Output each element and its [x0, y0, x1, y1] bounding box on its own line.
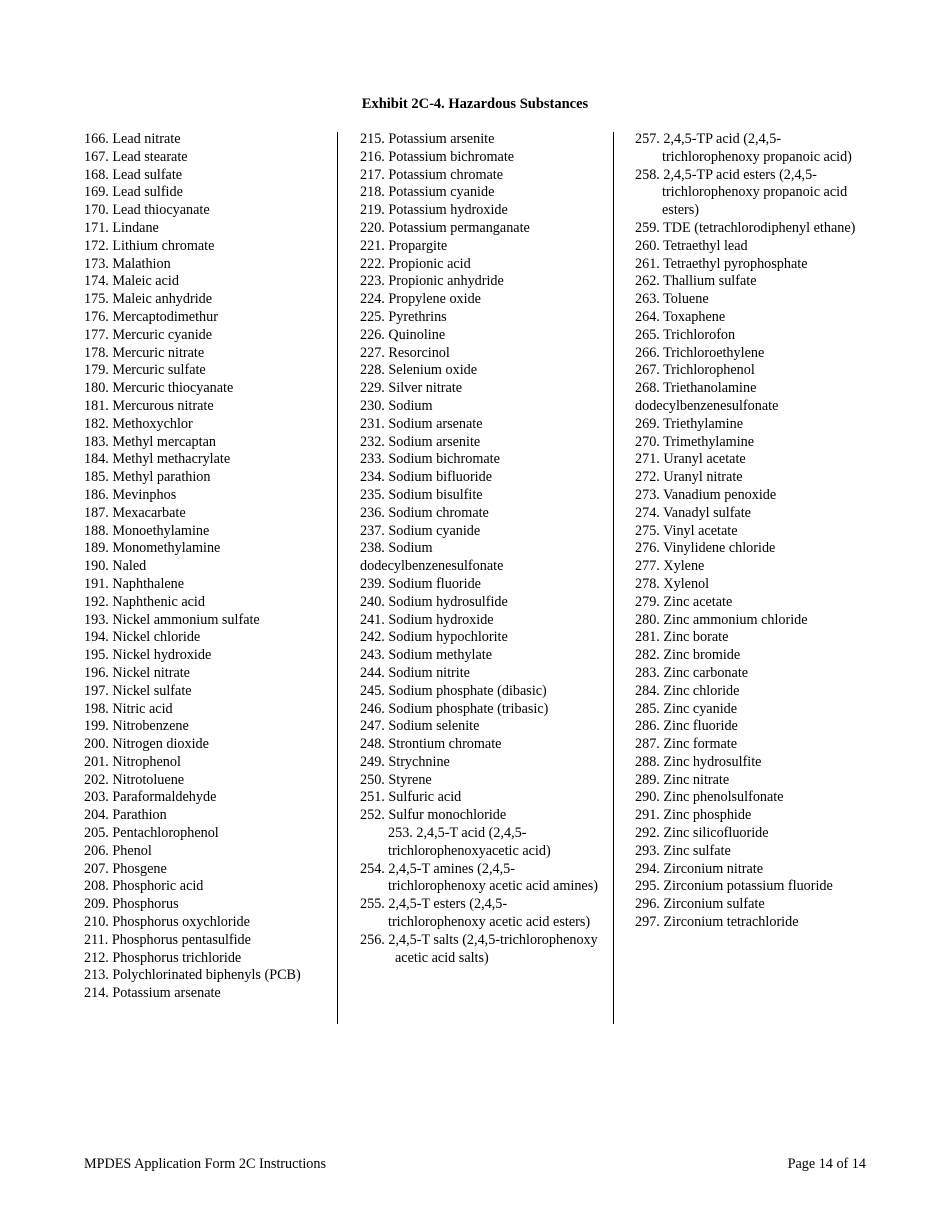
list-item: 296. Zirconium sulfate: [635, 896, 765, 913]
list-item: 270. Trimethylamine: [635, 433, 755, 450]
list-item: 182. Methoxychlor: [84, 415, 193, 432]
list-item: 203. Paraformaldehyde: [84, 789, 217, 806]
list-item: 204. Parathion: [84, 807, 167, 824]
list-item: 192. Naphthenic acid: [84, 593, 205, 610]
list-item: 241. Sodium hydroxide: [360, 611, 494, 628]
list-item: 213. Polychlorinated biphenyls (PCB): [84, 967, 301, 984]
list-item: 294. Zirconium nitrate: [635, 860, 764, 877]
list-item: 242. Sodium hypochlorite: [360, 629, 508, 646]
list-item: 277. Xylene: [635, 558, 705, 575]
list-item: 195. Nickel hydroxide: [84, 647, 212, 664]
list-item: dodecylbenzenesulfonate: [360, 558, 504, 575]
list-item: 265. Trichlorofon: [635, 326, 736, 343]
list-item: 237. Sodium cyanide: [360, 522, 481, 539]
list-item: 170. Lead thiocyanate: [84, 202, 210, 219]
list-item: 281. Zinc borate: [635, 629, 729, 646]
list-item: 171. Lindane: [84, 219, 159, 236]
list-item: 223. Propionic anhydride: [360, 273, 504, 290]
list-item: 269. Triethylamine: [635, 415, 743, 432]
substance-column-1: [84, 131, 346, 1003]
list-item: 263. Toluene: [635, 291, 709, 308]
list-item: 176. Mercaptodimethur: [84, 308, 218, 325]
footer-document-title: MPDES Application Form 2C Instructions: [84, 1156, 326, 1172]
list-item: 259. TDE (tetrachlorodiphenyl ethane): [635, 219, 856, 236]
list-item: 186. Mevinphos: [84, 486, 177, 503]
list-item: 200. Nitrogen dioxide: [84, 736, 209, 753]
list-item: 197. Nickel sulfate: [84, 682, 192, 699]
list-item: 201. Nitrophenol: [84, 753, 181, 770]
list-item: 209. Phosphorus: [84, 896, 179, 913]
list-item: 224. Propylene oxide: [360, 291, 481, 308]
list-item: 185. Methyl parathion: [84, 469, 211, 486]
list-item: 276. Vinylidene chloride: [635, 540, 776, 557]
list-item: 246. Sodium phosphate (tribasic): [360, 700, 549, 717]
list-item: 218. Potassium cyanide: [360, 184, 495, 201]
list-item: 181. Mercurous nitrate: [84, 397, 214, 414]
list-item: 240. Sodium hydrosulfide: [360, 593, 508, 610]
list-item: 191. Naphthalene: [84, 575, 185, 592]
list-item: 222. Propionic acid: [360, 255, 471, 272]
list-item: 220. Potassium permanganate: [360, 219, 530, 236]
list-item: 297. Zirconium tetrachloride: [635, 914, 799, 931]
substance-column-3: [635, 131, 897, 932]
list-item: 217. Potassium chromate: [360, 166, 504, 183]
list-item: 194. Nickel chloride: [84, 629, 201, 646]
list-item: 183. Methyl mercaptan: [84, 433, 216, 450]
list-item: 207. Phosgene: [84, 860, 167, 877]
list-item: 190. Naled: [84, 558, 147, 575]
list-item: 211. Phosphorus pentasulfide: [84, 931, 251, 948]
list-item: 226. Quinoline: [360, 326, 446, 343]
list-item: 208. Phosphoric acid: [84, 878, 204, 895]
list-item: 229. Silver nitrate: [360, 380, 463, 397]
list-item: 274. Vanadyl sulfate: [635, 504, 751, 521]
list-item: 245. Sodium phosphate (dibasic): [360, 682, 547, 699]
list-item: 282. Zinc bromide: [635, 647, 741, 664]
list-item: 266. Trichloroethylene: [635, 344, 765, 361]
list-item: 239. Sodium fluoride: [360, 575, 481, 592]
list-item: 174. Maleic acid: [84, 273, 179, 290]
list-item: 271. Uranyl acetate: [635, 451, 746, 468]
list-item: 250. Styrene: [360, 771, 432, 788]
list-item: 236. Sodium chromate: [360, 504, 489, 521]
list-item: 295. Zirconium potassium fluoride: [635, 878, 833, 895]
list-item: 293. Zinc sulfate: [635, 842, 731, 859]
list-item: 288. Zinc hydrosulfite: [635, 753, 762, 770]
list-item: 255. 2,4,5-T esters (2,4,5-trichlorophenoxy acetic acid esters): [360, 896, 591, 931]
list-item: 198. Nitric acid: [84, 700, 173, 717]
list-item: 166. Lead nitrate: [84, 131, 181, 147]
list-item: 184. Methyl methacrylate: [84, 451, 231, 468]
list-item: 219. Potassium hydroxide: [360, 202, 508, 219]
list-item: 292. Zinc silicofluoride: [635, 825, 769, 842]
list-item: 168. Lead sulfate: [84, 166, 183, 183]
list-item: 210. Phosphorus oxychloride: [84, 914, 250, 931]
exhibit-title: Exhibit 2C-4. Hazardous Substances: [361, 96, 589, 112]
list-item: 180. Mercuric thiocyanate: [84, 380, 234, 397]
list-item: 234. Sodium bifluoride: [360, 469, 493, 486]
list-item: 225. Pyrethrins: [360, 308, 447, 325]
list-item: 193. Nickel ammonium sulfate: [84, 611, 260, 628]
list-item: 221. Propargite: [360, 237, 448, 254]
list-item: 272. Uranyl nitrate: [635, 469, 743, 486]
list-item: 202. Nitrotoluene: [84, 771, 185, 788]
list-item: 230. Sodium: [360, 397, 433, 414]
list-item: 251. Sulfuric acid: [360, 789, 462, 806]
list-item: 279. Zinc acetate: [635, 593, 733, 610]
list-item: 179. Mercuric sulfate: [84, 362, 206, 379]
list-item: 243. Sodium methylate: [360, 647, 493, 664]
list-item: 196. Nickel nitrate: [84, 664, 190, 681]
list-item: 291. Zinc phosphide: [635, 807, 752, 824]
column-divider: [613, 132, 614, 1024]
list-item: 260. Tetraethyl lead: [635, 237, 748, 254]
list-item: 215. Potassium arsenite: [360, 131, 495, 147]
list-item: 262. Thallium sulfate: [635, 273, 757, 290]
list-item: 231. Sodium arsenate: [360, 415, 483, 432]
list-item: 256. 2,4,5-T salts (2,4,5-trichlorophenoxy acetic acid salts): [360, 931, 598, 966]
list-item: 235. Sodium bisulfite: [360, 486, 483, 503]
list-item: 244. Sodium nitrite: [360, 664, 470, 681]
list-item: dodecylbenzenesulfonate: [635, 397, 779, 414]
list-item: 287. Zinc formate: [635, 736, 738, 753]
list-item: 252. Sulfur monochloride: [360, 807, 507, 824]
list-item: 232. Sodium arsenite: [360, 433, 481, 450]
list-item: 177. Mercuric cyanide: [84, 326, 213, 343]
list-item: 167. Lead stearate: [84, 148, 188, 165]
list-item: 264. Toxaphene: [635, 308, 726, 325]
list-item: 178. Mercuric nitrate: [84, 344, 205, 361]
list-item: 258. 2,4,5-TP acid esters (2,4,5-trichlorophenoxy propanoic acid esters): [635, 166, 848, 219]
list-item: 173. Malathion: [84, 255, 171, 272]
list-item: 284. Zinc chloride: [635, 682, 740, 699]
list-item: 253. 2,4,5-T acid (2,4,5-trichlorophenoxyacetic acid): [388, 825, 551, 859]
list-item: 280. Zinc ammonium chloride: [635, 611, 808, 628]
list-item: 285. Zinc cyanide: [635, 700, 738, 717]
list-item: 238. Sodium: [360, 540, 433, 557]
footer-page-number: Page 14 of 14: [787, 1156, 866, 1172]
list-item: 268. Triethanolamine: [635, 380, 757, 397]
list-item: 216. Potassium bichromate: [360, 148, 515, 165]
list-item: 289. Zinc nitrate: [635, 771, 730, 788]
list-item: 205. Pentachlorophenol: [84, 825, 219, 842]
list-item: 187. Mexacarbate: [84, 504, 186, 521]
list-item: 261. Tetraethyl pyrophosphate: [635, 255, 808, 272]
list-item: 199. Nitrobenzene: [84, 718, 189, 735]
list-item: 248. Strontium chromate: [360, 736, 502, 753]
list-item: 254. 2,4,5-T amines (2,4,5-trichlorophenoxy acetic acid amines): [360, 860, 598, 895]
list-item: 249. Strychnine: [360, 753, 450, 770]
list-item: 275. Vinyl acetate: [635, 522, 738, 539]
list-item: 233. Sodium bichromate: [360, 451, 500, 468]
list-item: 257. 2,4,5-TP acid (2,4,5-trichlorophenoxy propanoic acid): [635, 131, 852, 165]
list-item: 283. Zinc carbonate: [635, 664, 749, 681]
list-item: 188. Monoethylamine: [84, 522, 210, 539]
list-item: 267. Trichlorophenol: [635, 362, 755, 379]
list-item: 290. Zinc phenolsulfonate: [635, 789, 784, 806]
list-item: 212. Phosphorus trichloride: [84, 949, 242, 966]
list-item: 189. Monomethylamine: [84, 540, 221, 557]
list-item: 273. Vanadium penoxide: [635, 486, 777, 503]
list-item: 227. Resorcinol: [360, 344, 450, 361]
list-item: 169. Lead sulfide: [84, 184, 183, 201]
list-item: 175. Maleic anhydride: [84, 291, 213, 308]
list-item: 214. Potassium arsenate: [84, 985, 221, 1002]
list-item: 278. Xylenol: [635, 575, 710, 592]
list-item: 228. Selenium oxide: [360, 362, 478, 379]
list-item: 247. Sodium selenite: [360, 718, 480, 735]
list-item: 286. Zinc fluoride: [635, 718, 738, 735]
substance-column-2: [360, 131, 600, 967]
list-item: 172. Lithium chromate: [84, 237, 215, 254]
list-item: 206. Phenol: [84, 842, 152, 859]
